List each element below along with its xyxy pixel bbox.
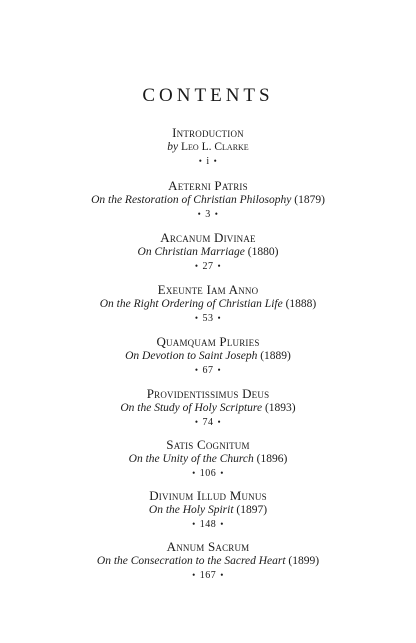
byline-author: Leo L. Clarke [181, 141, 249, 153]
entry-page-number [0, 517, 416, 532]
bullet-left: • [194, 261, 199, 271]
subtitle-text: On Christian Marriage [137, 246, 245, 258]
bullet-left: • [194, 365, 199, 375]
entry-page-number [0, 207, 416, 222]
bullet-right: • [217, 417, 222, 427]
subtitle-year: (1880) [247, 246, 279, 258]
page-number-value: 167 [199, 570, 217, 581]
entry-subtitle [0, 193, 416, 207]
toc-entry-annum-sacrum[interactable] [0, 540, 416, 583]
subtitle-text: On the Holy Spirit [148, 504, 234, 516]
entry-byline [0, 140, 416, 154]
entry-page-number [0, 466, 416, 481]
subtitle-text: On the Unity of the Church [128, 453, 254, 465]
bullet-right: • [217, 365, 222, 375]
bullet-right: • [220, 570, 224, 580]
entry-subtitle [0, 245, 416, 259]
page-title: CONTENTS [142, 85, 274, 106]
entry-subtitle [0, 503, 416, 517]
bullet-right: • [214, 209, 219, 219]
entry-page-number [0, 363, 416, 378]
toc-entry-exeunte-iam-anno[interactable] [0, 283, 416, 326]
page-number-value: 3 [205, 209, 211, 220]
entry-page-number [0, 259, 416, 274]
entry-page-number [0, 311, 416, 326]
page-number-value: 106 [199, 468, 217, 479]
subtitle-text: On the Study of Holy Scripture [120, 402, 263, 414]
bullet-right: • [220, 519, 224, 529]
entry-title: Introduction [172, 125, 244, 140]
subtitle-year: (1896) [256, 453, 288, 465]
entry-page-number [0, 568, 416, 583]
subtitle-year: (1899) [288, 555, 320, 567]
toc-entry-aeterni-patris[interactable] [0, 179, 416, 222]
bullet-left: • [192, 468, 196, 478]
bullet-right: • [220, 468, 224, 478]
toc-entry-quamquam-pluries[interactable] [0, 335, 416, 378]
toc-entry-introduction[interactable] [0, 126, 416, 169]
page-number-value: i [206, 156, 210, 167]
entry-subtitle [0, 452, 416, 466]
bullet-left: • [198, 156, 203, 166]
entry-title: Divinum Illud Munus [149, 488, 267, 503]
entry-subtitle [0, 554, 416, 568]
entry-subtitle [0, 401, 416, 415]
page-number-value: 27 [202, 261, 214, 272]
page-number-value: 67 [202, 365, 214, 376]
bullet-right: • [213, 156, 218, 166]
entry-subtitle [0, 297, 416, 311]
entry-title: Quamquam Pluries [156, 334, 260, 349]
bullet-right: • [217, 261, 222, 271]
subtitle-year: (1889) [260, 350, 291, 362]
toc-entry-satis-cognitum[interactable] [0, 438, 416, 481]
entry-title: Satis Cognitum [166, 437, 250, 452]
bullet-right: • [217, 313, 222, 323]
bullet-left: • [192, 519, 196, 529]
bullet-left: • [197, 209, 202, 219]
entry-title: Annum Sacrum [166, 539, 250, 554]
byline-by: by [167, 141, 179, 153]
subtitle-text: On the Consecration to the Sacred Heart [96, 555, 286, 567]
bullet-left: • [194, 313, 199, 323]
toc-entry-divinum-illud-munus[interactable] [0, 489, 416, 532]
subtitle-year: (1888) [285, 298, 317, 310]
subtitle-year: (1893) [264, 402, 296, 414]
page-number-value: 74 [202, 417, 214, 428]
entry-title: Aeterni Patris [168, 178, 248, 193]
page-number-value: 148 [199, 519, 217, 530]
entry-title: Arcanum Divinae [160, 230, 256, 245]
toc-entry-providentissimus-deus[interactable] [0, 387, 416, 430]
bullet-left: • [194, 417, 199, 427]
entry-title: Providentissimus Deus [146, 386, 270, 401]
subtitle-text: On Devotion to Saint Joseph [125, 350, 258, 362]
entry-title: Exeunte Iam Anno [157, 282, 259, 297]
toc-entry-arcanum-divinae[interactable] [0, 231, 416, 274]
entry-page-number [0, 154, 416, 169]
subtitle-text: On the Right Ordering of Christian Life [99, 298, 283, 310]
entry-subtitle [0, 349, 416, 363]
subtitle-text: On the Restoration of Christian Philosophy [91, 194, 292, 206]
bullet-left: • [192, 570, 196, 580]
page-number-value: 53 [202, 313, 214, 324]
entry-page-number [0, 415, 416, 430]
subtitle-year: (1879) [294, 194, 325, 206]
subtitle-year: (1897) [236, 504, 268, 516]
